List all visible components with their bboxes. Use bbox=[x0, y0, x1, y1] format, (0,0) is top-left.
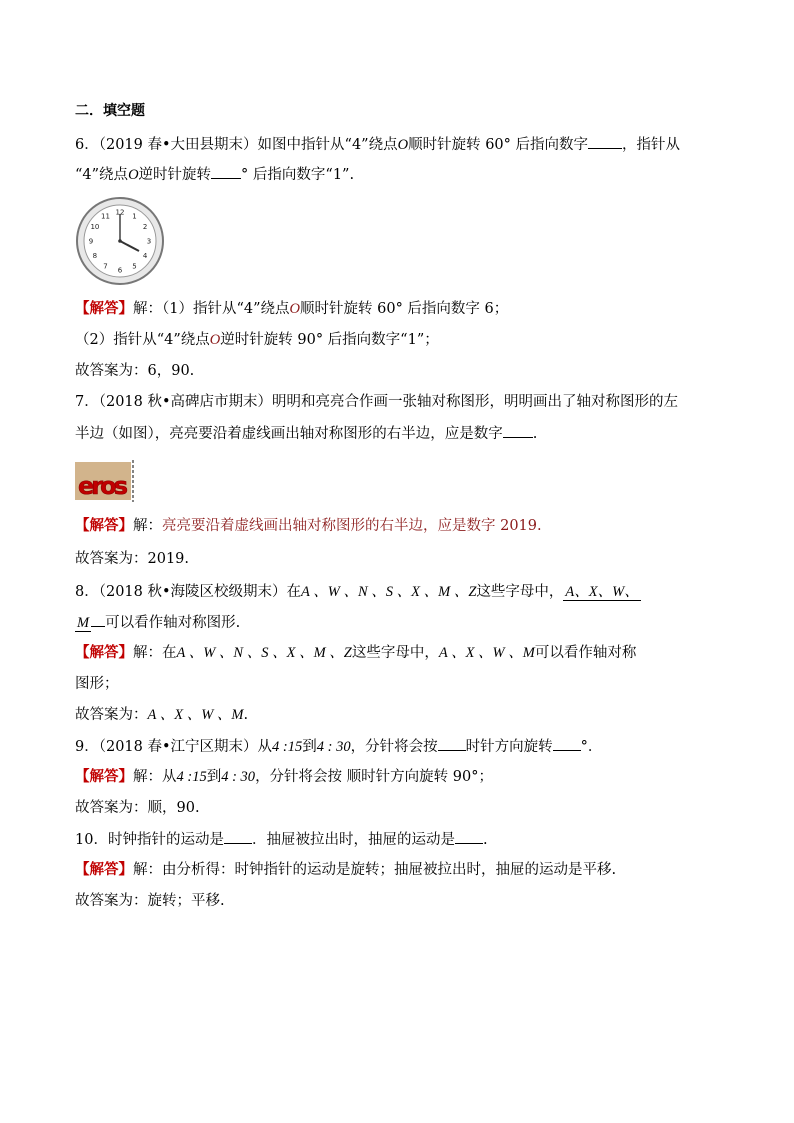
q9-text: （2018 春•江宁区期末）从 bbox=[98, 739, 273, 755]
q7-text: （2018 秋•高碑店市期末）明明和亮亮合作画一张轴对称图形，明明画出了轴对称图形的左 bbox=[98, 394, 679, 410]
separator: 、 bbox=[624, 584, 639, 600]
q8-final bbox=[75, 705, 248, 725]
point-o: O bbox=[209, 332, 221, 348]
clock-numeral: 7 bbox=[103, 262, 108, 271]
q6-text: 顺时针旋转 60° 后指向数字 bbox=[408, 137, 589, 153]
clock-numeral: 4 bbox=[142, 252, 148, 260]
point-o: O bbox=[128, 167, 139, 183]
figure-text: eros bbox=[78, 472, 128, 500]
q6-answer-line2 bbox=[75, 330, 439, 350]
answer-tag: 【解答】 bbox=[75, 518, 133, 534]
clock-numeral: 8 bbox=[92, 252, 98, 260]
answer-blank[interactable] bbox=[455, 829, 483, 844]
answer-tag: 【解答】 bbox=[75, 645, 133, 661]
q6-text: ，指针从 bbox=[622, 137, 681, 153]
clock-numeral: 11 bbox=[101, 212, 110, 221]
point-o: O bbox=[397, 137, 409, 153]
q6-line2 bbox=[75, 164, 354, 185]
clock-numeral: 1 bbox=[132, 212, 137, 221]
q8-number: 8． bbox=[75, 584, 99, 600]
q6-text: “4”绕点 bbox=[75, 167, 129, 183]
answer-text: 解：在 bbox=[133, 645, 177, 661]
q7-line2 bbox=[75, 423, 537, 444]
q10-number: 10． bbox=[75, 832, 108, 848]
filled-letter: X bbox=[588, 584, 598, 600]
q10-text: ．抽屉被拉出时，抽屉的运动是 bbox=[251, 832, 455, 848]
answer-text: 解：（1）指针从“4”绕点 bbox=[133, 301, 290, 317]
q10-text: 时钟指针的运动是 bbox=[107, 832, 224, 848]
q7-final: 故答案为：2019. bbox=[75, 551, 190, 567]
q6-answer-line1 bbox=[75, 299, 508, 319]
point-o: O bbox=[289, 301, 301, 317]
clock-numeral: 3 bbox=[146, 237, 152, 246]
q9-text: 到 bbox=[302, 739, 317, 755]
q8-line2 bbox=[75, 612, 240, 633]
q10-answer bbox=[75, 860, 616, 880]
q8-answer-line1 bbox=[75, 643, 636, 663]
clock-center-o bbox=[118, 239, 122, 243]
separator: 、 bbox=[597, 584, 613, 600]
time-value: 4 : 30 bbox=[316, 739, 351, 755]
q8-text: （2018 秋•海陵区校级期末）在 bbox=[98, 584, 302, 600]
answer-text: ，分针将会按 顺时针方向旋转 90°； bbox=[255, 769, 493, 785]
answer-blank[interactable] bbox=[211, 164, 241, 179]
answer-text: 解： bbox=[133, 518, 162, 534]
q7-answer bbox=[75, 516, 542, 536]
q8-text: 可以看作轴对称图形. bbox=[105, 615, 241, 631]
clock-numeral: 10 bbox=[90, 223, 100, 231]
final-text: 故答案为： bbox=[75, 707, 148, 723]
answer-tag: 【解答】 bbox=[75, 301, 133, 317]
clock-numeral: 9 bbox=[88, 237, 94, 246]
q9-text: 时针方向旋转 bbox=[465, 739, 553, 755]
filled-letter: W bbox=[612, 584, 625, 600]
clock-numeral: 5 bbox=[132, 262, 137, 271]
filled-letter: A bbox=[565, 584, 575, 600]
answer-text: 亮亮要沿着虚线画出轴对称图形的右半边，应是数字 2019. bbox=[162, 518, 542, 534]
q8-answer-line2: 图形； bbox=[75, 676, 119, 692]
section-title: 二．填空题 bbox=[75, 103, 145, 119]
answer-blank[interactable] bbox=[563, 584, 640, 601]
answer-tag: 【解答】 bbox=[75, 862, 133, 878]
answer-tag: 【解答】 bbox=[75, 769, 133, 785]
q9-line bbox=[75, 736, 602, 757]
q8-line1 bbox=[75, 582, 641, 602]
time-value: 4 : 30 bbox=[221, 769, 256, 785]
answer-blank[interactable] bbox=[503, 423, 533, 438]
q6-text: 逆时针旋转 bbox=[138, 167, 212, 183]
answer-text: 逆时针旋转 90° 后指向数字“1”； bbox=[220, 332, 439, 348]
answer-letters: A 、X 、W 、M bbox=[438, 645, 535, 661]
final-text: . bbox=[243, 707, 249, 723]
clock-numeral: 6 bbox=[117, 266, 123, 275]
clock-numeral: 12 bbox=[115, 208, 125, 217]
answer-letters: A 、W 、N 、S 、X 、M 、Z bbox=[176, 645, 352, 661]
answer-blank[interactable] bbox=[588, 134, 622, 149]
time-value: 4 :15 bbox=[176, 769, 207, 785]
q7-number: 7． bbox=[75, 394, 99, 410]
q9-number: 9． bbox=[75, 739, 99, 755]
final-letters: A 、X 、W 、M bbox=[147, 707, 244, 723]
answer-text: 可以看作轴对称 bbox=[534, 645, 637, 661]
clock-numeral: 2 bbox=[142, 223, 148, 231]
filled-letter[interactable]: M bbox=[77, 615, 90, 631]
q9-text: °． bbox=[580, 739, 603, 755]
symmetry-figure bbox=[75, 458, 137, 504]
q8-letters: A 、W 、N 、S 、X 、M 、Z bbox=[301, 584, 477, 600]
answer-text: （2）指针从“4”绕点 bbox=[75, 332, 210, 348]
q6-text: ° 后指向数字“1”. bbox=[241, 167, 355, 183]
answer-text: 顺时针旋转 60° 后指向数字 6； bbox=[300, 301, 509, 317]
q10-final: 故答案为：旋转；平移. bbox=[75, 893, 225, 909]
answer-text: 解：由分析得：时钟指针的运动是旋转；抽屉被拉出时，抽屉的运动是平移. bbox=[133, 862, 617, 878]
q6-number: 6． bbox=[75, 137, 99, 153]
answer-blank[interactable] bbox=[553, 736, 581, 751]
answer-text: 解：从 bbox=[133, 769, 177, 785]
q7-text: 半边（如图），亮亮要沿着虚线画出轴对称图形的右半边，应是数字 bbox=[75, 426, 503, 442]
q6-line1 bbox=[75, 134, 680, 155]
time-value: 4 :15 bbox=[272, 739, 303, 755]
q10-text: . bbox=[482, 832, 488, 848]
q10-line bbox=[75, 829, 488, 850]
q9-text: ，分针将会按 bbox=[350, 739, 438, 755]
q9-final: 故答案为：顺，90. bbox=[75, 800, 200, 816]
clock-figure bbox=[75, 196, 165, 286]
q8-text: 这些字母中， bbox=[476, 584, 564, 600]
separator: 、 bbox=[574, 584, 589, 600]
q9-answer bbox=[75, 767, 493, 787]
answer-blank[interactable] bbox=[91, 612, 105, 627]
q6-text: （2019 春•大田县期末）如图中指针从“4”绕点 bbox=[98, 137, 398, 153]
answer-text: 这些字母中， bbox=[351, 645, 439, 661]
q6-final: 故答案为：6，90. bbox=[75, 363, 195, 379]
answer-blank[interactable] bbox=[224, 829, 252, 844]
q7-text: . bbox=[532, 426, 538, 442]
answer-text: 到 bbox=[206, 769, 222, 785]
answer-blank[interactable] bbox=[438, 736, 466, 751]
q7-line1 bbox=[75, 392, 678, 412]
